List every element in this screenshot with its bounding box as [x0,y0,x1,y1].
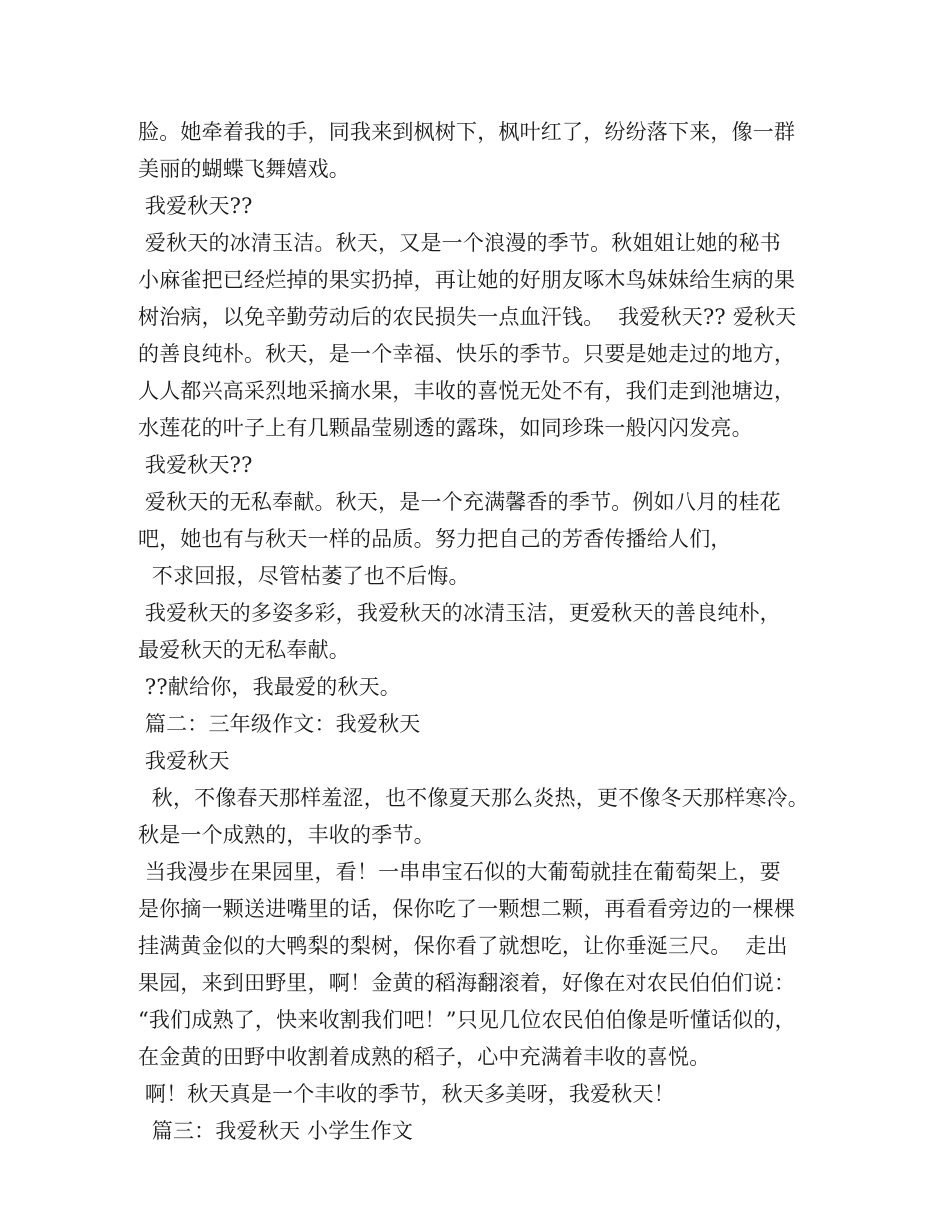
paragraph-line: 不求回报，尽管枯萎了也不后悔。 [138,564,470,588]
paragraph-line: 小麻雀把已经烂掉的果实扔掉，再让她的好朋友啄木鸟妹妹给生病的果 [138,268,796,292]
paragraph-line: 在金黄的田野中收割着成熟的稻子，心中充满着丰收的喜悦。 [138,1045,711,1069]
section-heading: 篇二：三年级作文：我爱秋天 [138,712,421,736]
paragraph-line: 爱秋天的无私奉献。秋天，是一个充满馨香的季节。例如八月的桂花 [138,490,781,514]
paragraph-line: 挂满黄金似的大鸭梨的梨树，保你看了就想吃，让你垂涎三尺。 走出 [138,934,788,958]
paragraph-line: 水莲花的叶子上有几颗晶莹剔透的露珠，如同珍珠一般闪闪发亮。 [138,416,753,440]
paragraph-line: 的善良纯朴。秋天，是一个幸福、快乐的季节。只要是她走过的地方， [138,342,796,366]
section-heading: 我爱秋天 [138,749,230,773]
paragraph-line: 啊！秋天真是一个丰收的季节，秋天多美呀，我爱秋天！ [138,1082,675,1106]
paragraph-line: 最爱秋天的无私奉献。 [138,638,350,662]
paragraph-line: ??献给你，我最爱的秋天。 [138,675,401,699]
paragraph-line: 当我漫步在果园里，看！一串串宝石似的大葡萄就挂在葡萄架上，要 [138,860,781,884]
section-heading: 我爱秋天?? [138,194,253,218]
paragraph-line: 爱秋天的冰清玉洁。秋天，又是一个浪漫的季节。秋姐姐让她的秘书 [138,231,781,255]
paragraph-line: 脸。她牵着我的手，同我来到枫树下，枫叶红了，纷纷落下来，像一群 [138,120,796,144]
section-heading: 篇三：我爱秋天 小学生作文 [138,1119,414,1143]
paragraph-line: 美丽的蝴蝶飞舞嬉戏。 [138,157,350,181]
paragraph-line: 树治病，以免辛勤劳动后的农民损失一点血汗钱。 我爱秋天?? 爱秋天 [138,305,797,329]
paragraph-line: 我爱秋天的多姿多彩，我爱秋天的冰清玉洁，更爱秋天的善良纯朴， [138,601,781,625]
paragraph-line: 人人都兴高采烈地采摘水果，丰收的喜悦无处不有，我们走到池塘边， [138,379,796,403]
paragraph-line: 果园，来到田野里，啊！金黄的稻海翻滚着，好像在对农民伯伯们说： [138,971,796,995]
section-heading: 我爱秋天?? [138,453,253,477]
paragraph-line: 是你摘一颗送进嘴里的话，保你吃了一颗想二颗，再看看旁边的一棵棵 [138,897,796,921]
paragraph-line: 秋是一个成熟的，丰收的季节。 [138,823,435,847]
paragraph-line: 吧，她也有与秋天一样的品质。努力把自己的芳香传播给人们， [138,527,732,551]
paragraph-line: “我们成熟了，快来收割我们吧！”只见几位农民伯伯像是听懂话似的， [138,1008,796,1032]
paragraph-line: 秋，不像春天那样羞涩，也不像夏天那么炎热，更不像冬天那样寒冷。 [138,786,809,810]
